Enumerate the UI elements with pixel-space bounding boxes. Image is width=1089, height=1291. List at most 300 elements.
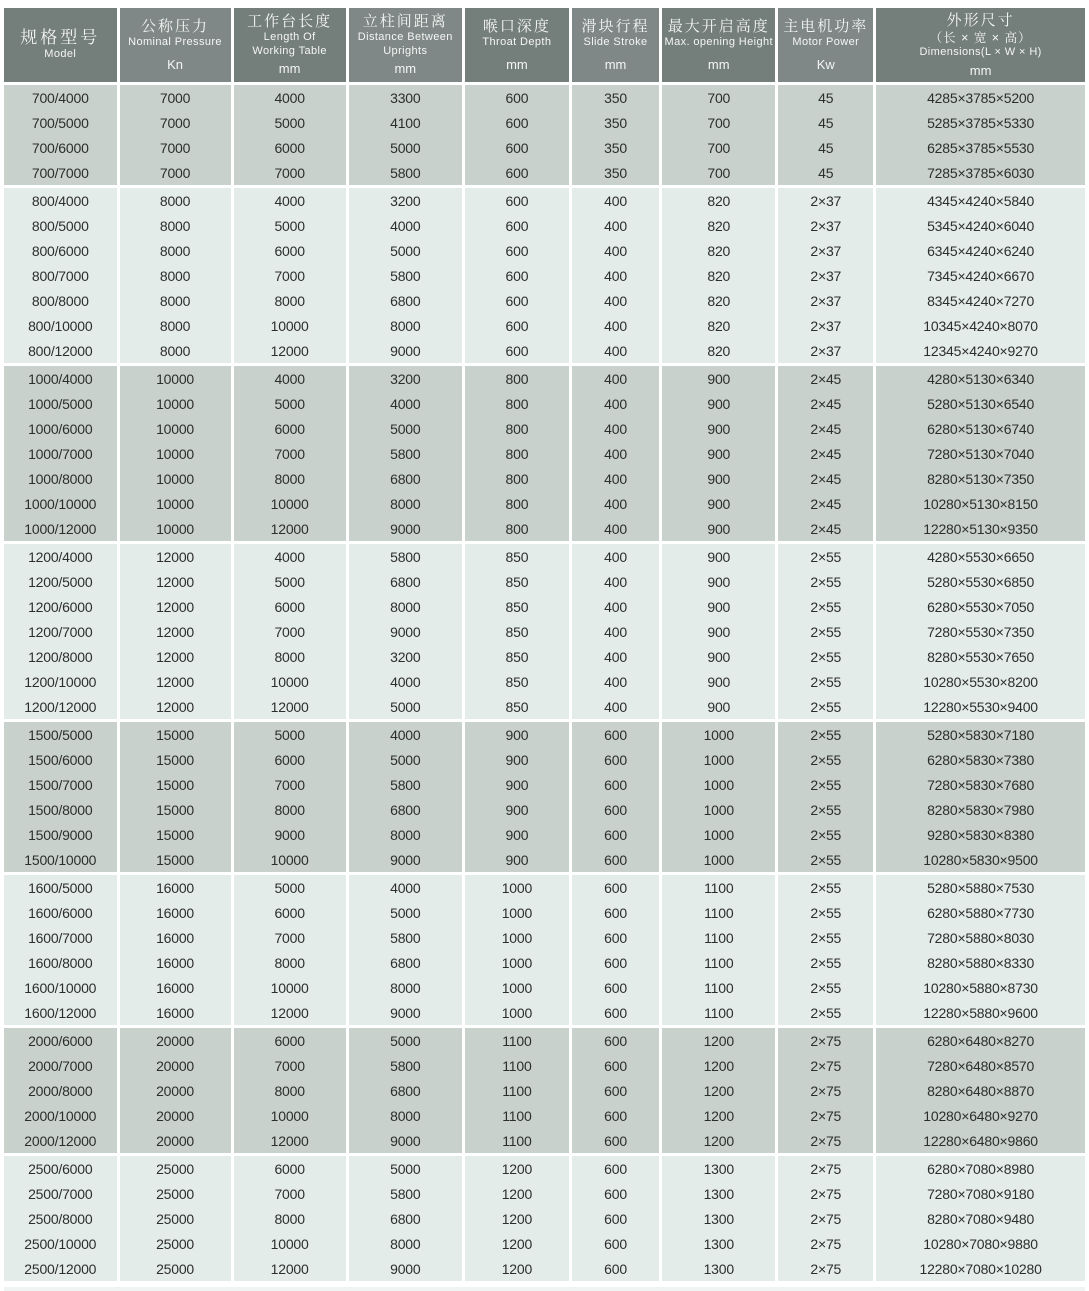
value-cell: 2×55 — [777, 619, 875, 644]
value-cell: 3200 — [347, 365, 463, 392]
table-row — [4, 644, 1085, 669]
value-cell: 2×45 — [777, 365, 875, 392]
value-cell: 700 — [661, 160, 777, 187]
value-cell: 7000 — [118, 135, 232, 160]
value-cell: 9000 — [232, 822, 347, 847]
model-cell: 2000/6000 — [4, 1027, 118, 1054]
model-cell: 700/7000 — [4, 160, 118, 187]
table-row — [4, 263, 1085, 288]
value-cell: 25000 — [118, 1231, 232, 1256]
table-row — [4, 694, 1085, 721]
value-cell: 8280×6480×8870 — [875, 1078, 1085, 1103]
model-cell: 1200/4000 — [4, 543, 118, 570]
value-cell: 1300 — [661, 1231, 777, 1256]
value-cell: 5000 — [232, 391, 347, 416]
value-cell: 8000 — [118, 338, 232, 365]
value-cell: 400 — [570, 669, 660, 694]
value-cell: 400 — [570, 365, 660, 392]
column-header-model — [4, 8, 118, 84]
model-cell: 1600/8000 — [4, 950, 118, 975]
value-cell: 700 — [661, 84, 777, 111]
value-cell: 600 — [463, 187, 570, 214]
table-row — [4, 516, 1085, 543]
value-cell: 1000 — [661, 822, 777, 847]
table-row — [4, 1128, 1085, 1155]
value-cell: 600 — [463, 135, 570, 160]
value-cell: 2×45 — [777, 416, 875, 441]
value-cell: 7000 — [232, 1053, 347, 1078]
model-cell: 700/4000 — [4, 84, 118, 111]
value-cell: 2×45 — [777, 516, 875, 543]
value-cell: 600 — [570, 1181, 660, 1206]
value-cell: 1000 — [661, 747, 777, 772]
model-cell: 800/10000 — [4, 313, 118, 338]
value-cell: 6000 — [232, 747, 347, 772]
value-cell: 1000 — [463, 925, 570, 950]
value-cell: 7000 — [232, 619, 347, 644]
model-cell: 1000/12000 — [4, 516, 118, 543]
value-cell: 5800 — [347, 772, 463, 797]
value-cell: 7000 — [232, 1181, 347, 1206]
model-cell: 2500/12000 — [4, 1256, 118, 1281]
table-row — [4, 950, 1085, 975]
value-cell: 2×55 — [777, 822, 875, 847]
model-cell: 2000/7000 — [4, 1053, 118, 1078]
table-row — [4, 874, 1085, 901]
value-cell: 600 — [463, 263, 570, 288]
value-cell: 800 — [463, 466, 570, 491]
value-cell: 600 — [463, 288, 570, 313]
value-cell: 4000 — [232, 84, 347, 111]
value-cell: 7000 — [118, 110, 232, 135]
header-zh-opening: 最大开启高度 — [667, 17, 770, 35]
value-cell: 400 — [570, 569, 660, 594]
value-cell: 600 — [570, 925, 660, 950]
value-cell: 400 — [570, 288, 660, 313]
value-cell: 900 — [463, 721, 570, 748]
value-cell: 850 — [463, 669, 570, 694]
value-cell: 9000 — [347, 516, 463, 543]
table-row — [4, 288, 1085, 313]
value-cell: 2×55 — [777, 772, 875, 797]
value-cell: 2×75 — [777, 1206, 875, 1231]
value-cell: 6800 — [347, 1206, 463, 1231]
model-cell: 2500/8000 — [4, 1206, 118, 1231]
table-row — [4, 1256, 1085, 1281]
value-cell: 2×37 — [777, 187, 875, 214]
value-cell: 900 — [463, 847, 570, 874]
value-cell: 700 — [661, 110, 777, 135]
value-cell: 10280×5130×8150 — [875, 491, 1085, 516]
value-cell: 6280×5530×7050 — [875, 594, 1085, 619]
value-cell: 5000 — [347, 416, 463, 441]
value-cell: 2×37 — [777, 238, 875, 263]
value-cell: 1000 — [463, 874, 570, 901]
value-cell: 15000 — [118, 747, 232, 772]
table-row — [4, 441, 1085, 466]
value-cell: 850 — [463, 694, 570, 721]
value-cell: 600 — [570, 1256, 660, 1281]
value-cell: 400 — [570, 543, 660, 570]
value-cell: 10000 — [232, 491, 347, 516]
value-cell: 12280×7080×10280 — [875, 1256, 1085, 1281]
value-cell: 400 — [570, 313, 660, 338]
value-cell: 1100 — [661, 874, 777, 901]
column-header-slide-stroke — [570, 8, 660, 84]
model-cell: 1600/7000 — [4, 925, 118, 950]
value-cell: 4000 — [347, 721, 463, 748]
table-row — [4, 1053, 1085, 1078]
value-cell: 600 — [570, 747, 660, 772]
value-cell: 1200 — [661, 1027, 777, 1054]
value-cell: 600 — [570, 1027, 660, 1054]
value-cell: 2×55 — [777, 669, 875, 694]
value-cell: 2×75 — [777, 1128, 875, 1155]
value-cell: 5345×4240×6040 — [875, 213, 1085, 238]
value-cell: 10280×6480×9270 — [875, 1103, 1085, 1128]
value-cell: 8280×7080×9480 — [875, 1206, 1085, 1231]
value-cell: 4000 — [232, 365, 347, 392]
value-cell: 2×75 — [777, 1181, 875, 1206]
value-cell: 5000 — [347, 694, 463, 721]
table-row — [4, 416, 1085, 441]
table-row — [4, 1000, 1085, 1027]
column-header-table-length — [232, 8, 347, 84]
table-row — [4, 797, 1085, 822]
model-cell: 1600/6000 — [4, 900, 118, 925]
value-cell: 4345×4240×5840 — [875, 187, 1085, 214]
value-cell: 600 — [570, 1103, 660, 1128]
model-cell: 1000/5000 — [4, 391, 118, 416]
value-cell: 3300 — [347, 84, 463, 111]
header-en-table-length-1: Length Of — [263, 30, 316, 43]
value-cell: 5000 — [347, 1155, 463, 1182]
value-cell: 2×45 — [777, 441, 875, 466]
value-cell: 5800 — [347, 441, 463, 466]
value-cell: 12280×5530×9400 — [875, 694, 1085, 721]
value-cell: 16000 — [118, 900, 232, 925]
value-cell: 600 — [463, 338, 570, 365]
value-cell: 1000 — [661, 797, 777, 822]
value-cell: 900 — [661, 694, 777, 721]
value-cell: 8000 — [232, 466, 347, 491]
value-cell: 820 — [661, 338, 777, 365]
value-cell: 4000 — [347, 874, 463, 901]
table-row — [4, 160, 1085, 187]
header-en-uprights-1: Distance Between — [357, 30, 453, 43]
value-cell: 900 — [463, 822, 570, 847]
value-cell: 5285×3785×5330 — [875, 110, 1085, 135]
value-cell: 8280×5530×7650 — [875, 644, 1085, 669]
header-en-throat: Throat Depth — [482, 35, 552, 48]
value-cell: 2×37 — [777, 338, 875, 365]
value-cell: 800 — [463, 441, 570, 466]
table-row — [4, 900, 1085, 925]
value-cell: 12000 — [232, 1128, 347, 1155]
model-cell: 1500/5000 — [4, 721, 118, 748]
value-cell: 1100 — [463, 1027, 570, 1054]
value-cell: 45 — [777, 135, 875, 160]
model-cell: 1000/10000 — [4, 491, 118, 516]
value-cell: 900 — [661, 441, 777, 466]
value-cell: 1200 — [661, 1053, 777, 1078]
value-cell: 350 — [570, 84, 660, 111]
model-cell: 1600/12000 — [4, 1000, 118, 1027]
value-cell: 8000 — [347, 822, 463, 847]
value-cell: 5000 — [232, 110, 347, 135]
value-cell: 2×75 — [777, 1103, 875, 1128]
header-zh2-dimensions: （长 × 宽 × 高） — [929, 30, 1032, 45]
table-row — [4, 619, 1085, 644]
model-cell: 1000/8000 — [4, 466, 118, 491]
table-row — [4, 1078, 1085, 1103]
header-zh-model: 规格型号 — [20, 27, 101, 47]
model-cell: 2000/12000 — [4, 1128, 118, 1155]
value-cell: 20000 — [118, 1103, 232, 1128]
value-cell: 400 — [570, 213, 660, 238]
value-cell: 400 — [570, 263, 660, 288]
header-en-motor: Motor Power — [792, 35, 860, 48]
value-cell: 2×37 — [777, 263, 875, 288]
model-cell: 1500/10000 — [4, 847, 118, 874]
value-cell: 6285×3785×5530 — [875, 135, 1085, 160]
value-cell: 10000 — [118, 365, 232, 392]
value-cell: 5280×5830×7180 — [875, 721, 1085, 748]
value-cell: 600 — [570, 975, 660, 1000]
column-header-max-opening-height — [661, 8, 777, 84]
value-cell: 6345×4240×6240 — [875, 238, 1085, 263]
value-cell: 400 — [570, 644, 660, 669]
value-cell: 2×75 — [777, 1155, 875, 1182]
table-row — [4, 847, 1085, 874]
table-row — [4, 975, 1085, 1000]
table-row — [4, 925, 1085, 950]
header-en-table-length-2: Working Table — [252, 44, 327, 57]
value-cell: 8000 — [232, 644, 347, 669]
value-cell: 1200 — [463, 1181, 570, 1206]
value-cell: 6800 — [347, 466, 463, 491]
value-cell: 900 — [463, 797, 570, 822]
model-cell: 2000/8000 — [4, 1078, 118, 1103]
value-cell: 8000 — [118, 238, 232, 263]
value-cell: 600 — [570, 900, 660, 925]
header-unit-dimensions: mm — [969, 62, 992, 78]
model-cell: 1500/7000 — [4, 772, 118, 797]
value-cell: 2×55 — [777, 900, 875, 925]
value-cell: 3200 — [347, 644, 463, 669]
spec-group-2000 — [4, 1027, 1085, 1155]
header-en-model: Model — [44, 48, 77, 61]
value-cell: 7280×7080×9180 — [875, 1181, 1085, 1206]
value-cell: 12280×5130×9350 — [875, 516, 1085, 543]
value-cell: 8280×5880×8330 — [875, 950, 1085, 975]
value-cell: 820 — [661, 288, 777, 313]
value-cell: 10000 — [118, 391, 232, 416]
value-cell: 900 — [661, 594, 777, 619]
value-cell: 800 — [463, 391, 570, 416]
value-cell: 400 — [570, 594, 660, 619]
value-cell: 4000 — [232, 543, 347, 570]
value-cell: 7000 — [232, 925, 347, 950]
value-cell: 4000 — [347, 213, 463, 238]
value-cell: 8000 — [232, 1078, 347, 1103]
value-cell: 10280×7080×9880 — [875, 1231, 1085, 1256]
value-cell: 1200 — [661, 1078, 777, 1103]
value-cell: 4000 — [347, 391, 463, 416]
value-cell: 12000 — [232, 338, 347, 365]
value-cell: 7280×5880×8030 — [875, 925, 1085, 950]
value-cell: 3200 — [347, 187, 463, 214]
value-cell: 8000 — [118, 313, 232, 338]
value-cell: 6800 — [347, 950, 463, 975]
value-cell: 900 — [661, 669, 777, 694]
model-cell: 1000/4000 — [4, 365, 118, 392]
value-cell: 820 — [661, 187, 777, 214]
model-cell: 1200/7000 — [4, 619, 118, 644]
value-cell: 10280×5880×8730 — [875, 975, 1085, 1000]
model-cell: 1500/6000 — [4, 747, 118, 772]
value-cell: 8000 — [347, 1103, 463, 1128]
header-unit-opening: mm — [707, 56, 730, 72]
value-cell: 900 — [661, 543, 777, 570]
value-cell: 400 — [570, 391, 660, 416]
value-cell: 5800 — [347, 543, 463, 570]
table-row — [4, 1103, 1085, 1128]
table-row — [4, 338, 1085, 365]
value-cell: 1000 — [661, 847, 777, 874]
spec-group-2500 — [4, 1155, 1085, 1282]
spec-group-700 — [4, 84, 1085, 187]
value-cell: 16000 — [118, 975, 232, 1000]
value-cell: 4100 — [347, 110, 463, 135]
value-cell: 7285×3785×6030 — [875, 160, 1085, 187]
value-cell: 12000 — [118, 619, 232, 644]
value-cell: 350 — [570, 160, 660, 187]
value-cell: 600 — [570, 721, 660, 748]
value-cell: 2×55 — [777, 874, 875, 901]
column-header-dimensions — [875, 8, 1085, 84]
value-cell: 12000 — [118, 543, 232, 570]
value-cell: 600 — [463, 160, 570, 187]
header-unit-table-length: mm — [278, 61, 301, 77]
model-cell: 2500/6000 — [4, 1155, 118, 1182]
value-cell: 10000 — [118, 441, 232, 466]
value-cell: 7000 — [232, 441, 347, 466]
value-cell: 10000 — [232, 669, 347, 694]
value-cell: 12280×6480×9860 — [875, 1128, 1085, 1155]
spec-group-1200 — [4, 543, 1085, 721]
value-cell: 1100 — [661, 975, 777, 1000]
header-en-dimensions: Dimensions(L × W × H) — [919, 45, 1042, 58]
model-cell: 1500/8000 — [4, 797, 118, 822]
value-cell: 25000 — [118, 1256, 232, 1281]
value-cell: 12000 — [232, 694, 347, 721]
value-cell: 7000 — [232, 160, 347, 187]
value-cell: 10000 — [118, 416, 232, 441]
value-cell: 1200 — [463, 1206, 570, 1231]
header-zh-dimensions: 外形尺寸 — [946, 11, 1015, 29]
value-cell: 15000 — [118, 721, 232, 748]
value-cell: 16000 — [118, 950, 232, 975]
spec-group-1500 — [4, 721, 1085, 874]
value-cell: 2×75 — [777, 1078, 875, 1103]
table-row — [4, 1231, 1085, 1256]
value-cell: 1100 — [661, 900, 777, 925]
value-cell: 6800 — [347, 288, 463, 313]
value-cell: 4280×5130×6340 — [875, 365, 1085, 392]
model-cell: 1200/10000 — [4, 669, 118, 694]
model-cell: 1000/6000 — [4, 416, 118, 441]
value-cell: 7000 — [118, 84, 232, 111]
column-header-uprights-distance — [347, 8, 463, 84]
value-cell: 8000 — [118, 263, 232, 288]
header-unit-uprights: mm — [394, 61, 417, 77]
value-cell: 20000 — [118, 1128, 232, 1155]
value-cell: 1300 — [661, 1155, 777, 1182]
value-cell: 600 — [463, 84, 570, 111]
value-cell: 15000 — [118, 847, 232, 874]
value-cell: 6000 — [232, 594, 347, 619]
table-row — [4, 669, 1085, 694]
value-cell: 600 — [570, 1231, 660, 1256]
value-cell: 2×55 — [777, 721, 875, 748]
table-row — [4, 1027, 1085, 1054]
value-cell: 820 — [661, 263, 777, 288]
header-row — [4, 8, 1085, 84]
table-row — [4, 391, 1085, 416]
value-cell: 5280×5880×7530 — [875, 874, 1085, 901]
value-cell: 8000 — [232, 1206, 347, 1231]
value-cell: 8280×5130×7350 — [875, 466, 1085, 491]
model-cell: 800/8000 — [4, 288, 118, 313]
value-cell: 400 — [570, 619, 660, 644]
value-cell: 16000 — [118, 874, 232, 901]
value-cell: 8345×4240×7270 — [875, 288, 1085, 313]
value-cell: 2×75 — [777, 1053, 875, 1078]
value-cell: 12280×5880×9600 — [875, 1000, 1085, 1027]
value-cell: 7280×5830×7680 — [875, 772, 1085, 797]
value-cell: 7000 — [118, 160, 232, 187]
table-row — [4, 569, 1085, 594]
value-cell: 1200 — [661, 1103, 777, 1128]
spec-table — [4, 8, 1085, 1281]
value-cell: 600 — [570, 1155, 660, 1182]
value-cell: 4285×3785×5200 — [875, 84, 1085, 111]
model-cell: 1500/9000 — [4, 822, 118, 847]
header-unit-pressure: Kn — [167, 56, 183, 72]
value-cell: 6000 — [232, 135, 347, 160]
table-header — [4, 8, 1085, 84]
value-cell: 600 — [463, 238, 570, 263]
value-cell: 900 — [661, 416, 777, 441]
value-cell: 900 — [463, 772, 570, 797]
value-cell: 2×75 — [777, 1256, 875, 1281]
value-cell: 9000 — [347, 338, 463, 365]
value-cell: 600 — [570, 1000, 660, 1027]
value-cell: 10000 — [232, 975, 347, 1000]
value-cell: 5000 — [232, 874, 347, 901]
value-cell: 1100 — [463, 1128, 570, 1155]
table-row — [4, 110, 1085, 135]
value-cell: 1000 — [463, 975, 570, 1000]
value-cell: 8000 — [347, 491, 463, 516]
value-cell: 900 — [661, 516, 777, 543]
table-row — [4, 1206, 1085, 1231]
value-cell: 2×55 — [777, 747, 875, 772]
value-cell: 800 — [463, 516, 570, 543]
model-cell: 1200/5000 — [4, 569, 118, 594]
value-cell: 2×45 — [777, 491, 875, 516]
